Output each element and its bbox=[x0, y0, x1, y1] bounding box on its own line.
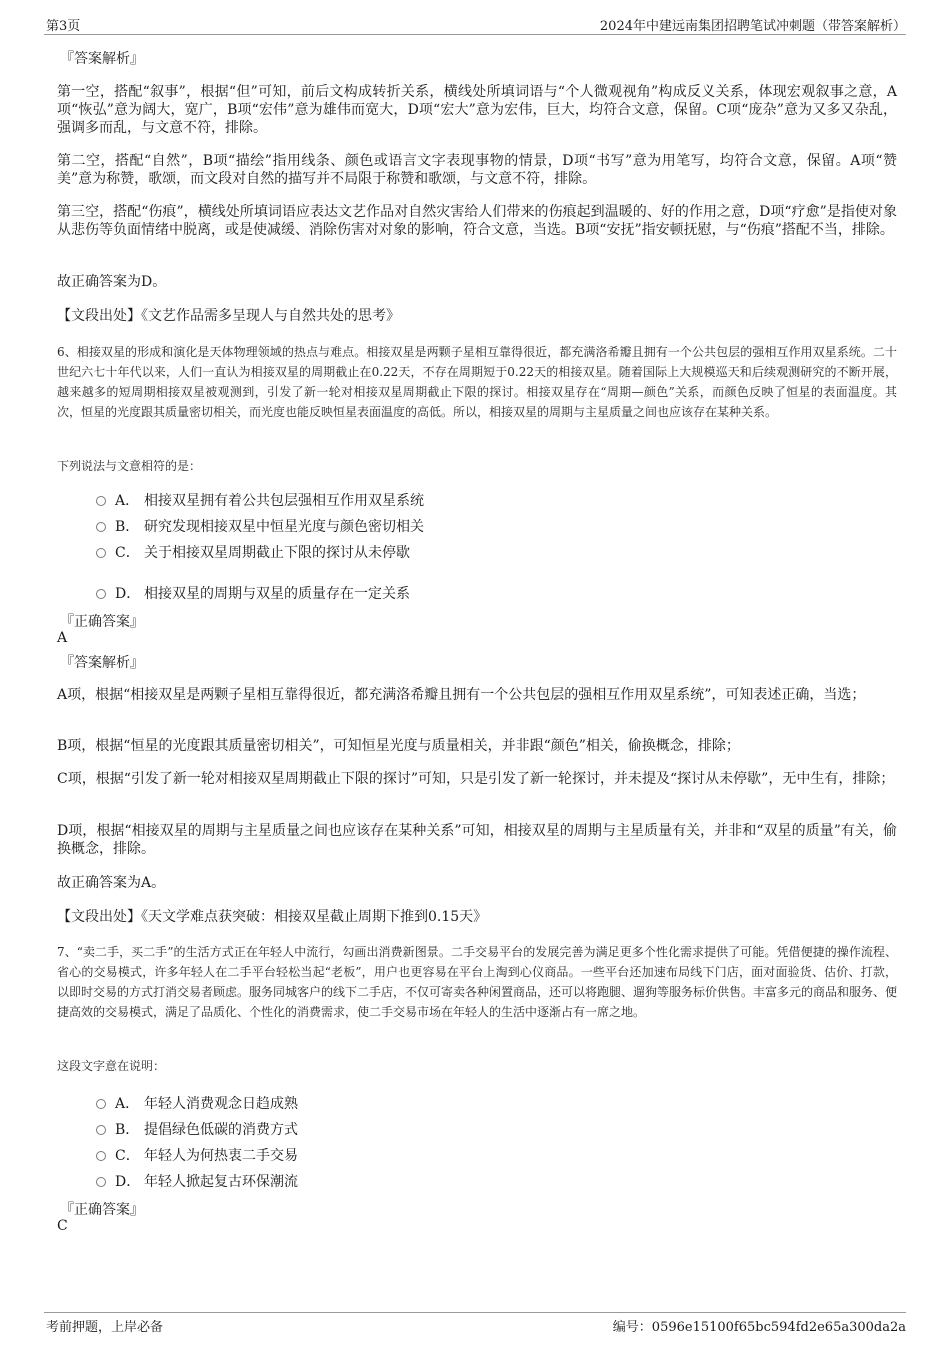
q5-conclusion: 故正确答案为D。 bbox=[57, 274, 167, 290]
q6-analysis-a: A项，根据“相接双星是两颗子星相互靠得很近，都充满洛希瓣且拥有一个公共包层的强相互作用双星系统”，可知表述正确，当选； bbox=[57, 687, 866, 703]
q7-prompt: 这段文字意在说明： bbox=[57, 1059, 166, 1073]
q7-stem: 7、“卖二手，买二手”的生活方式正在年轻人中流行，勾画出消费新图景。二手交易平台的发展完善为满足更多个性化需求提供了可能。凭借便捷的操作流程、省心的交易模式，许多年轻人在二手平台轻松当起“老板”，用户也更容易在平台上淘到心仪商品。一些平台还加速布局线下门店，面对面验货、估价、打款，以即时交易的方式打消交易者顾虑。服务同城客户的线下二手店，不仅可寄卖各种闲置商品，还可以将跑腿、遛狗等服务标价供售。丰富多元的商品和服务、便捷高效的交易模式，满足了品质化、个性化的消费需求，使二手交易市场在年轻人的生活中逐渐占有一席之地。 bbox=[57, 945, 898, 1019]
q7-answer: C bbox=[57, 1218, 68, 1234]
q6-analysis-c: C项，根据“引发了新一轮对相接双星周期截止下限的探讨”可知，只是引发了新一轮探讨，并未提及“探讨从未停歇”，无中生有，排除； bbox=[57, 771, 895, 787]
q5-analysis-label: 『答案解析』 bbox=[60, 51, 144, 67]
q6-prompt: 下列说法与文意相符的是： bbox=[57, 459, 202, 473]
q6-answer: A bbox=[57, 630, 68, 646]
page-footer bbox=[44, 1312, 906, 1335]
radio-icon[interactable] bbox=[96, 589, 106, 599]
footer-slogan: 考前押题，上岸必备 bbox=[46, 1320, 164, 1335]
document-title: 2024年中建远南集团招聘笔试冲刺题（带答案解析） bbox=[599, 19, 906, 34]
q6-analysis-label: 『答案解析』 bbox=[60, 655, 144, 671]
q5-source: 【文段出处】《文艺作品需多呈现人与自然共处的思考》 bbox=[57, 308, 400, 324]
radio-icon[interactable] bbox=[96, 1125, 106, 1135]
page-number: 第3页 bbox=[46, 19, 81, 34]
option-letter: B． bbox=[115, 519, 140, 535]
q5-analysis-p2: 第二空，搭配“自然”，B项“描绘”指用线条、颜色或语言文字表现事物的情景，D项“书写”意为用笔写，均符合文意，保留。A项“赞美”意为称赞，歌颂，而文段对自然的描写并不局限于称赞和歌颂，与文意不符，排除。 bbox=[57, 153, 897, 187]
option-text: 年轻人掀起复古环保潮流 bbox=[144, 1174, 298, 1190]
option-text: 相接双星的周期与双星的质量存在一定关系 bbox=[144, 586, 410, 602]
q5-analysis-p1: 第一空，搭配“叙事”，根据“但”可知，前后文构成转折关系，横线处所填词语与“个人微观视角”构成反义关系，体现宏观叙事之意，A项“恢弘”意为阔大，宽广，B项“宏伟”意为雄伟而宽大，D项“宏大”意为宏伟，巨大，均符合文意，保留。C项“庞杂”意为又多又杂乱，强调多而乱，与文意不符，排除。 bbox=[57, 84, 897, 136]
radio-icon[interactable] bbox=[96, 1151, 106, 1161]
radio-icon[interactable] bbox=[96, 548, 106, 558]
option-letter: B． bbox=[115, 1122, 140, 1138]
radio-icon[interactable] bbox=[96, 522, 106, 532]
option-text: 年轻人消费观念日趋成熟 bbox=[144, 1096, 298, 1112]
option-letter: C． bbox=[115, 545, 140, 561]
option-text: 提倡绿色低碳的消费方式 bbox=[144, 1122, 298, 1138]
document-code: 编号：0596e15100f65bc594fd2e65a300da2a bbox=[612, 1320, 906, 1335]
q5-analysis-p3: 第三空，搭配“伤痕”，横线处所填词语应表达文艺作品对自然灾害给人们带来的伤痕起到温暖的、好的作用之意，D项“疗愈”是指使对象从悲伤等负面情绪中脱离，或是使减缓、消除伤害对对象的影响，符合文意，当选。B项“安抚”指安顿抚慰，与“伤痕”搭配不当，排除。 bbox=[57, 204, 897, 238]
q6-answer-label: 『正确答案』 bbox=[60, 614, 144, 630]
option-text: 研究发现相接双星中恒星光度与颜色密切相关 bbox=[144, 519, 424, 535]
q6-analysis-d: D项，根据“相接双星的周期与主星质量之间也应该存在某种关系”可知，相接双星的周期与主星质量有关，并非和“双星的质量”有关，偷换概念，排除。 bbox=[57, 823, 897, 857]
q6-source: 【文段出处】《天文学难点获突破：相接双星截止周期下推到0.15天》 bbox=[57, 909, 488, 925]
option-letter: D． bbox=[115, 586, 141, 602]
option-letter: C． bbox=[115, 1148, 140, 1164]
radio-icon[interactable] bbox=[96, 1177, 106, 1187]
q7-answer-label: 『正确答案』 bbox=[60, 1202, 144, 1218]
option-text: 关于相接双星周期截止下限的探讨从未停歇 bbox=[144, 545, 410, 561]
q6-stem: 6、相接双星的形成和演化是天体物理领域的热点与难点。相接双星是两颗子星相互靠得很近，都充满洛希瓣且拥有一个公共包层的强相互作用双星系统。二十世纪六七十年代以来，人们一直认为相接双星的周期截止在0.22天，不存在周期短于0.22天的相接双星。随着国际上大规模巡天和后续观测研究的不断开展，越来越多的短周期相接双星被观测到，引发了新一轮对相接双星周期截止下限的探讨。相接双星存在“周期—颜色”关系，而颜色反映了恒星的表面温度。其次，恒星的光度跟其质量密切相关，而光度也能反映恒星表面温度的高低。所以，相接双星的周期与主星质量之间也应该存在某种关系。 bbox=[57, 345, 897, 419]
option-text: 年轻人为何热衷二手交易 bbox=[144, 1148, 298, 1164]
page-header bbox=[44, 14, 906, 35]
q6-analysis-b: B项，根据“恒星的光度跟其质量密切相关”，可知恒星光度与质量相关，并非跟“颜色”相关，偷换概念，排除； bbox=[57, 738, 740, 754]
radio-icon[interactable] bbox=[96, 496, 106, 506]
radio-icon[interactable] bbox=[96, 1099, 106, 1109]
option-letter: A． bbox=[115, 1096, 140, 1112]
option-text: 相接双星拥有着公共包层强相互作用双星系统 bbox=[144, 493, 424, 509]
option-letter: A． bbox=[115, 493, 140, 509]
q6-conclusion: 故正确答案为A。 bbox=[57, 875, 166, 891]
option-letter: D． bbox=[115, 1174, 141, 1190]
